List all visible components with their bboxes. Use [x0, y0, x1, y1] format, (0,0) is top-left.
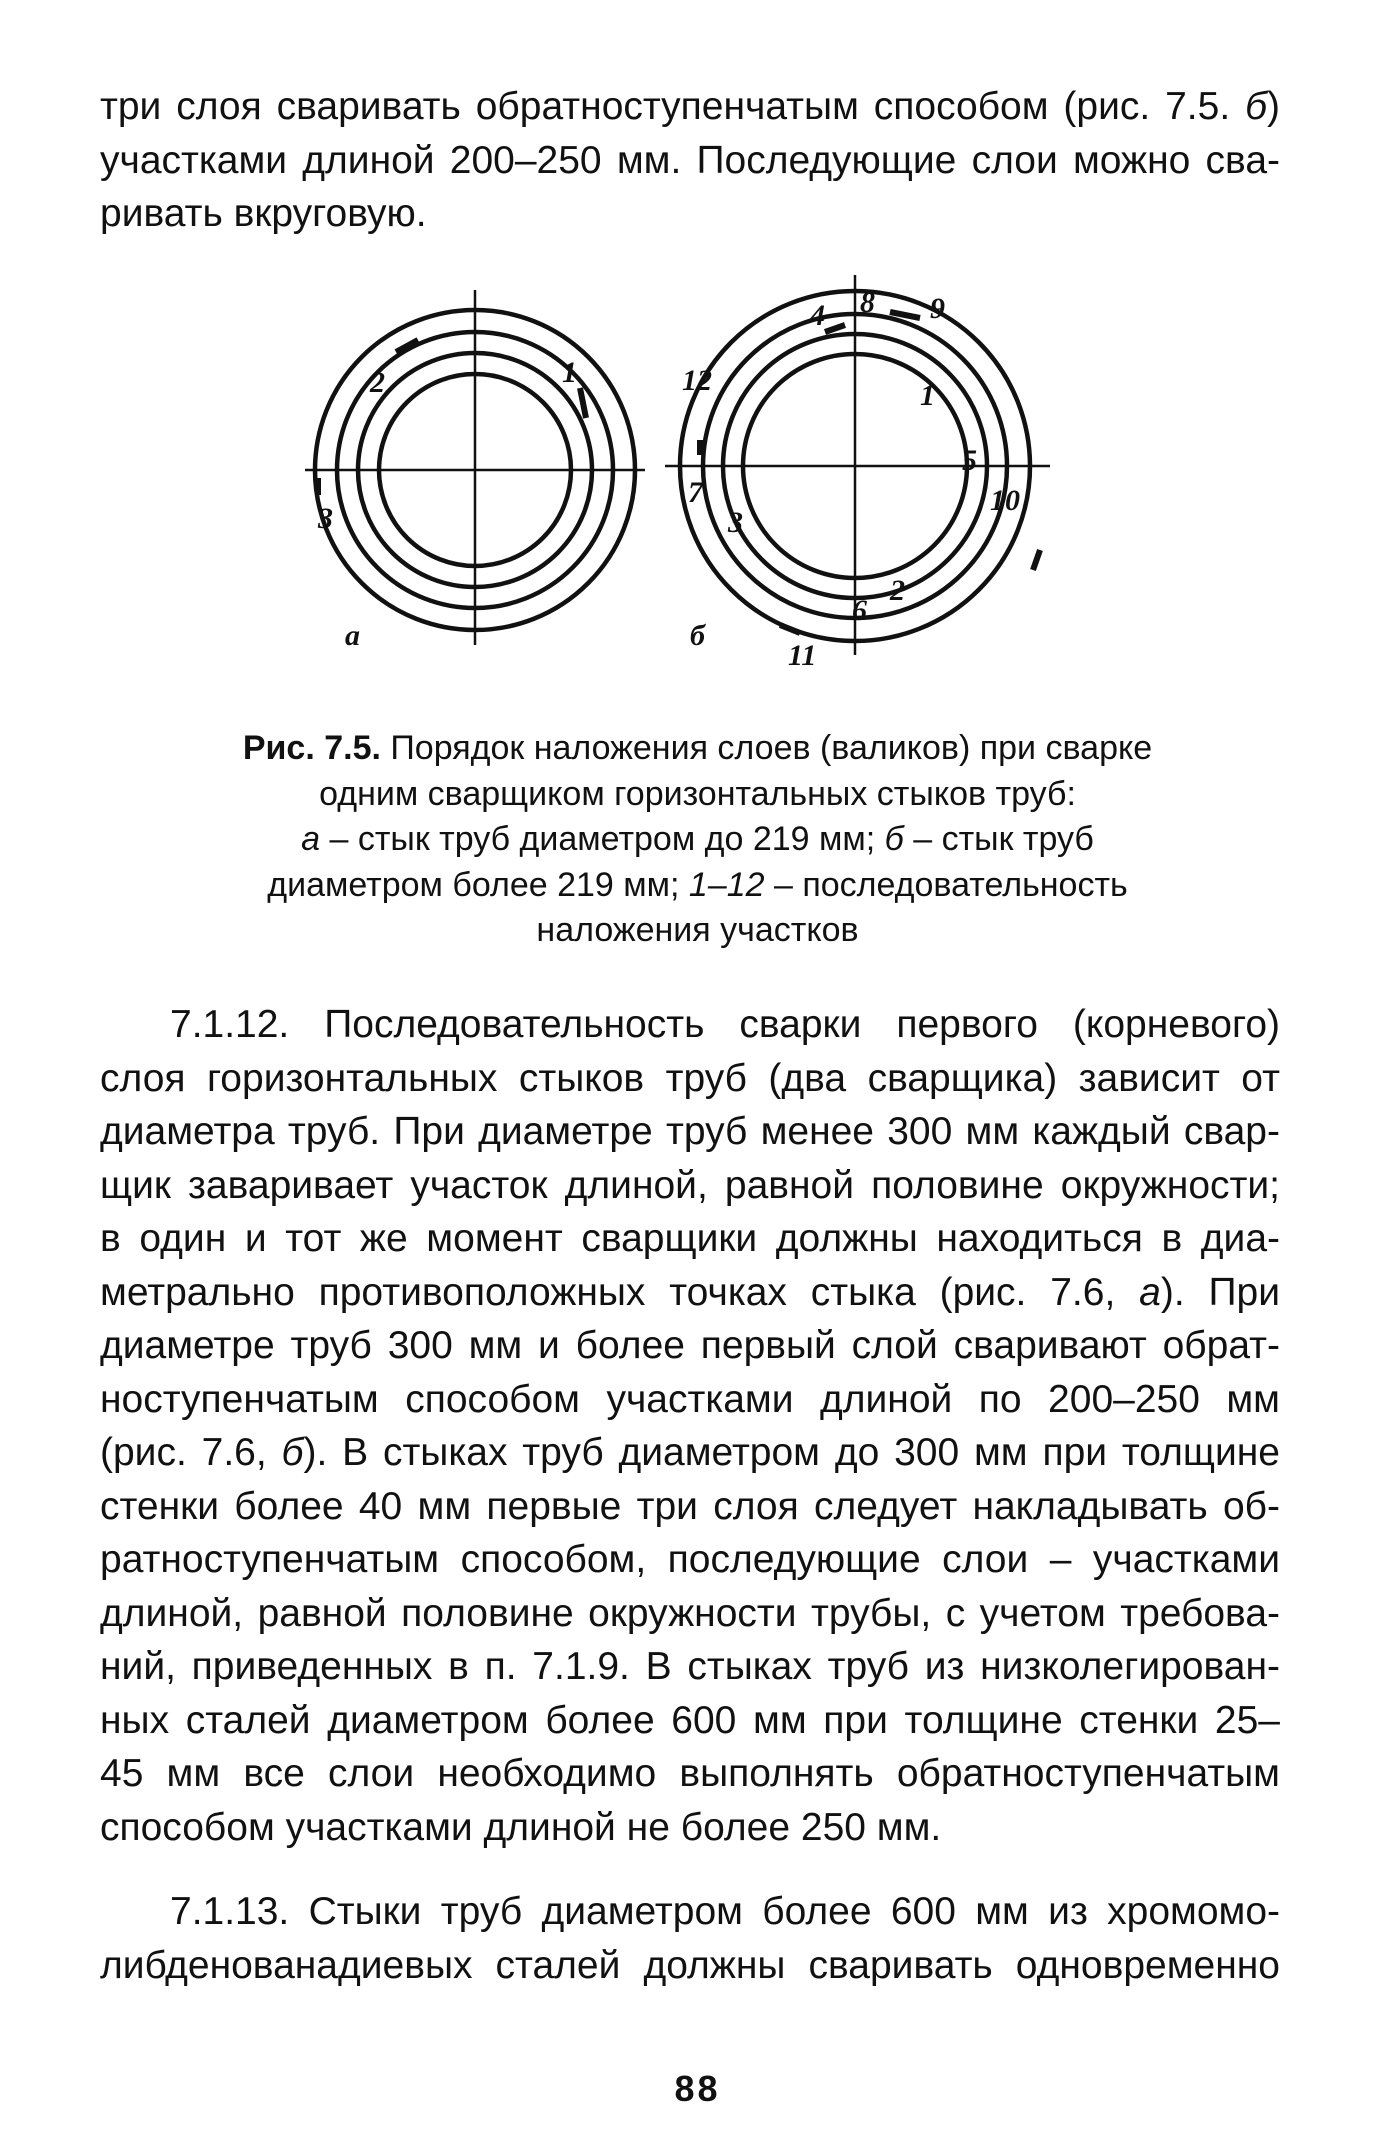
text-line: щик заваривает участок длиной, равной половине окружности; — [100, 1163, 1280, 1207]
text-line: ний, приведенных в п. 7.1.9. В стыках труб из низколегирован- — [100, 1645, 1280, 1688]
sequence-label: 1 — [920, 379, 935, 412]
text-line: стенки более 40 мм первые три слоя следует накладывать об- — [100, 1484, 1280, 1528]
caption-line: одним сварщиком горизонтальных стыков труб: — [319, 774, 1076, 813]
text-line: 7.1.12. Последовательность сварки первого (корневого) — [170, 1003, 1280, 1046]
sequence-label: 2 — [890, 574, 905, 607]
sequence-label: 8 — [860, 286, 875, 319]
panel-label-a: а — [345, 619, 360, 652]
caption-line: а – стык труб диаметром до 219 мм; б – стык труб — [301, 820, 1094, 858]
intro-paragraph — [100, 80, 1280, 241]
sequence-label: 3 — [318, 502, 333, 535]
panel-label-b: б — [690, 619, 705, 652]
text-line: ноступенчатым способом участками длиной по 200–250 мм — [100, 1377, 1280, 1421]
text-line: (рис. 7.6, б). В стыках труб диаметром до 300 мм при толщине — [100, 1431, 1280, 1474]
text-line: диаметра труб. При диаметре труб менее 300 мм каждый свар- — [100, 1110, 1280, 1153]
sequence-label: 6 — [852, 594, 867, 627]
figure-7-5 — [300, 270, 1080, 670]
text-line: три слоя сваривать обратноступенчатым способом (рис. 7.5. б) — [100, 85, 1280, 128]
paragraph-7-1-12 — [100, 998, 1280, 1854]
text-line: слоя горизонтальных стыков труб (два сварщика) зависит от — [100, 1056, 1280, 1100]
page-number: 88 — [674, 2068, 721, 2109]
figure-caption — [150, 726, 1245, 954]
sequence-label: 2 — [370, 366, 385, 399]
text-line: либденованадиевых сталей должны сваривать одновременно — [100, 1943, 1280, 1987]
sequence-label: 5 — [962, 444, 977, 477]
sequence-label: 1 — [562, 356, 577, 389]
sequence-label: 7 — [688, 476, 703, 509]
sequence-label: 12 — [682, 364, 712, 397]
text-line: метрально противоположных точках стыка (рис. 7.6, а). При — [100, 1270, 1280, 1314]
caption-line: диаметром более 219 мм; 1–12 – последовательность — [267, 865, 1128, 904]
text-line: ных сталей диаметром более 600 мм при толщине стенки 25– — [100, 1698, 1280, 1742]
text-line: 7.1.13. Стыки труб диаметром более 600 мм из хромомо- — [170, 1890, 1280, 1933]
text-line: длиной, равной половине окружности трубы, с учетом требова- — [100, 1591, 1280, 1635]
sequence-label: 4 — [810, 299, 825, 332]
sequence-label: 10 — [990, 484, 1020, 517]
text-line: способом участками длиной не более 250 мм. — [100, 1805, 942, 1849]
text-line: в один и тот же момент сварщики должны находиться в диа- — [100, 1217, 1280, 1260]
caption-line: Рис. 7.5. Порядок наложения слоев (валиков) при сварке — [242, 729, 1153, 767]
sequence-label: 3 — [728, 506, 743, 539]
text-line: 45 мм все слои необходимо выполнять обратноступенчатым — [100, 1752, 1280, 1795]
caption-line: наложения участков — [536, 911, 859, 949]
sequence-label: 9 — [930, 292, 945, 325]
text-line: ривать вкруговую. — [100, 192, 427, 235]
text-line: участками длиной 200–250 мм. Последующие слои можно сва- — [100, 138, 1280, 182]
paragraph-7-1-13 — [100, 1885, 1280, 1992]
text-line: диаметре труб 300 мм и более первый слой сваривают обрат- — [100, 1324, 1280, 1367]
sequence-label: 11 — [788, 639, 817, 670]
pipe-joint-diagram-a — [305, 290, 645, 645]
text-line: ратноступенчатым способом, последующие слои – участками — [100, 1538, 1280, 1581]
